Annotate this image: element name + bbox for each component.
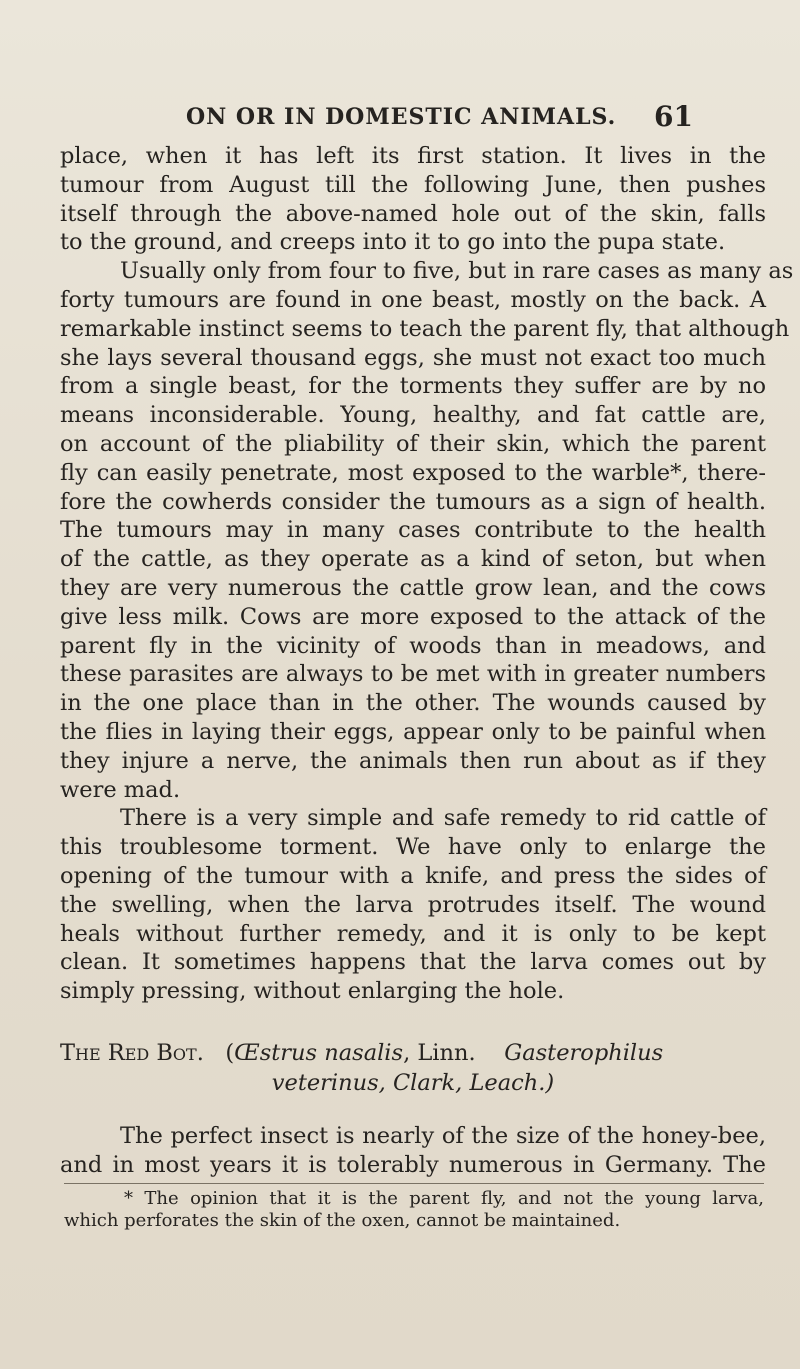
- footnote-divider: [64, 1183, 764, 1184]
- text-line: fore the cowherds consider the tumours as a sign of health.: [60, 488, 766, 515]
- open-paren: (: [225, 1040, 235, 1066]
- text-line: to the ground, and creeps into it to go into the pupa state.: [60, 229, 726, 256]
- running-title: ON OR IN DOMESTIC ANIMALS.: [186, 104, 617, 130]
- text-line: place, when it has left its first station. It lives in the: [60, 143, 766, 169]
- text-line: means inconsiderable. Young, healthy, and fat cattle are,: [60, 402, 766, 429]
- section-heading-line: [60, 1038, 766, 1068]
- text-line: give less milk. Cows are more exposed to the attack of the: [60, 603, 766, 630]
- section-heading-line: veterinus, Clark, Leach.): [271, 1070, 555, 1096]
- body-text: [60, 142, 794, 1006]
- text-line: fly can easily penetrate, most exposed to the warble*, there-: [60, 459, 766, 486]
- text-line: parent fly in the vicinity of woods than in meadows, and: [60, 632, 766, 659]
- text-line: The perfect insect is nearly of the size of the honey-bee,: [120, 1123, 766, 1149]
- text-line: they are very numerous the cattle grow lean, and the cows: [60, 574, 766, 601]
- text-line: this troublesome torment. We have only to enlarge the: [60, 834, 766, 861]
- footnote-line: which perforates the skin of the oxen, cannot be maintained.: [64, 1210, 621, 1231]
- species-name: Gasterophilus: [504, 1040, 664, 1066]
- footnote: [64, 1188, 764, 1232]
- text-line: in the one place than in the other. The wounds caused by: [60, 690, 766, 717]
- text-line: There is a very simple and safe remedy to rid cattle of: [120, 805, 766, 832]
- paragraph: [60, 1122, 766, 1180]
- text-line: she lays several thousand eggs, she must not exact too much: [60, 344, 766, 371]
- text-line: clean. It sometimes happens that the larva comes out by: [60, 949, 766, 976]
- text-line: of the cattle, as they operate as a kind of seton, but when: [60, 546, 766, 573]
- text-line: Usually only from four to five, but in rare cases as many as: [120, 258, 794, 285]
- text-line: The tumours may in many cases contribute to the health: [60, 517, 766, 544]
- section-heading: [60, 1038, 766, 1098]
- species-authority: , Linn.: [403, 1040, 476, 1066]
- text-line: opening of the tumour with a knife, and press the sides of: [60, 862, 766, 889]
- text-line: the flies in laying their eggs, appear only to be painful when: [60, 718, 766, 745]
- text-line: and in most years it is tolerably numerous in Germany. The: [60, 1152, 766, 1178]
- text-line: they injure a nerve, the animals then run about as if they: [60, 747, 766, 774]
- text-line: tumour from August till the following June, then pushes: [60, 171, 766, 198]
- section-title: The Red Bot.: [60, 1040, 204, 1066]
- text-line: itself through the above-named hole out of the skin, falls: [60, 200, 766, 227]
- running-head: [0, 100, 800, 144]
- text-line: remarkable instinct seems to teach the parent fly, that although: [60, 315, 790, 342]
- text-line: simply pressing, without enlarging the hole.: [60, 978, 565, 1005]
- text-line: these parasites are always to be met with in greater numbers: [60, 661, 766, 688]
- text-line: were mad.: [60, 776, 181, 803]
- text-line: heals without further remedy, and it is only to be kept: [60, 920, 766, 947]
- text-line: forty tumours are found in one beast, mostly on the back. A: [60, 286, 766, 313]
- species-name: Œstrus nasalis: [234, 1040, 404, 1066]
- footnote-line: * The opinion that it is the parent fly, and not the young larva,: [124, 1188, 764, 1209]
- text-line: the swelling, when the larva protrudes itself. The wound: [60, 891, 766, 918]
- text-line: from a single beast, for the torments they suffer are by no: [60, 373, 766, 400]
- text-line: on account of the pliability of their skin, which the parent: [60, 430, 766, 457]
- page-number: 61: [654, 100, 693, 133]
